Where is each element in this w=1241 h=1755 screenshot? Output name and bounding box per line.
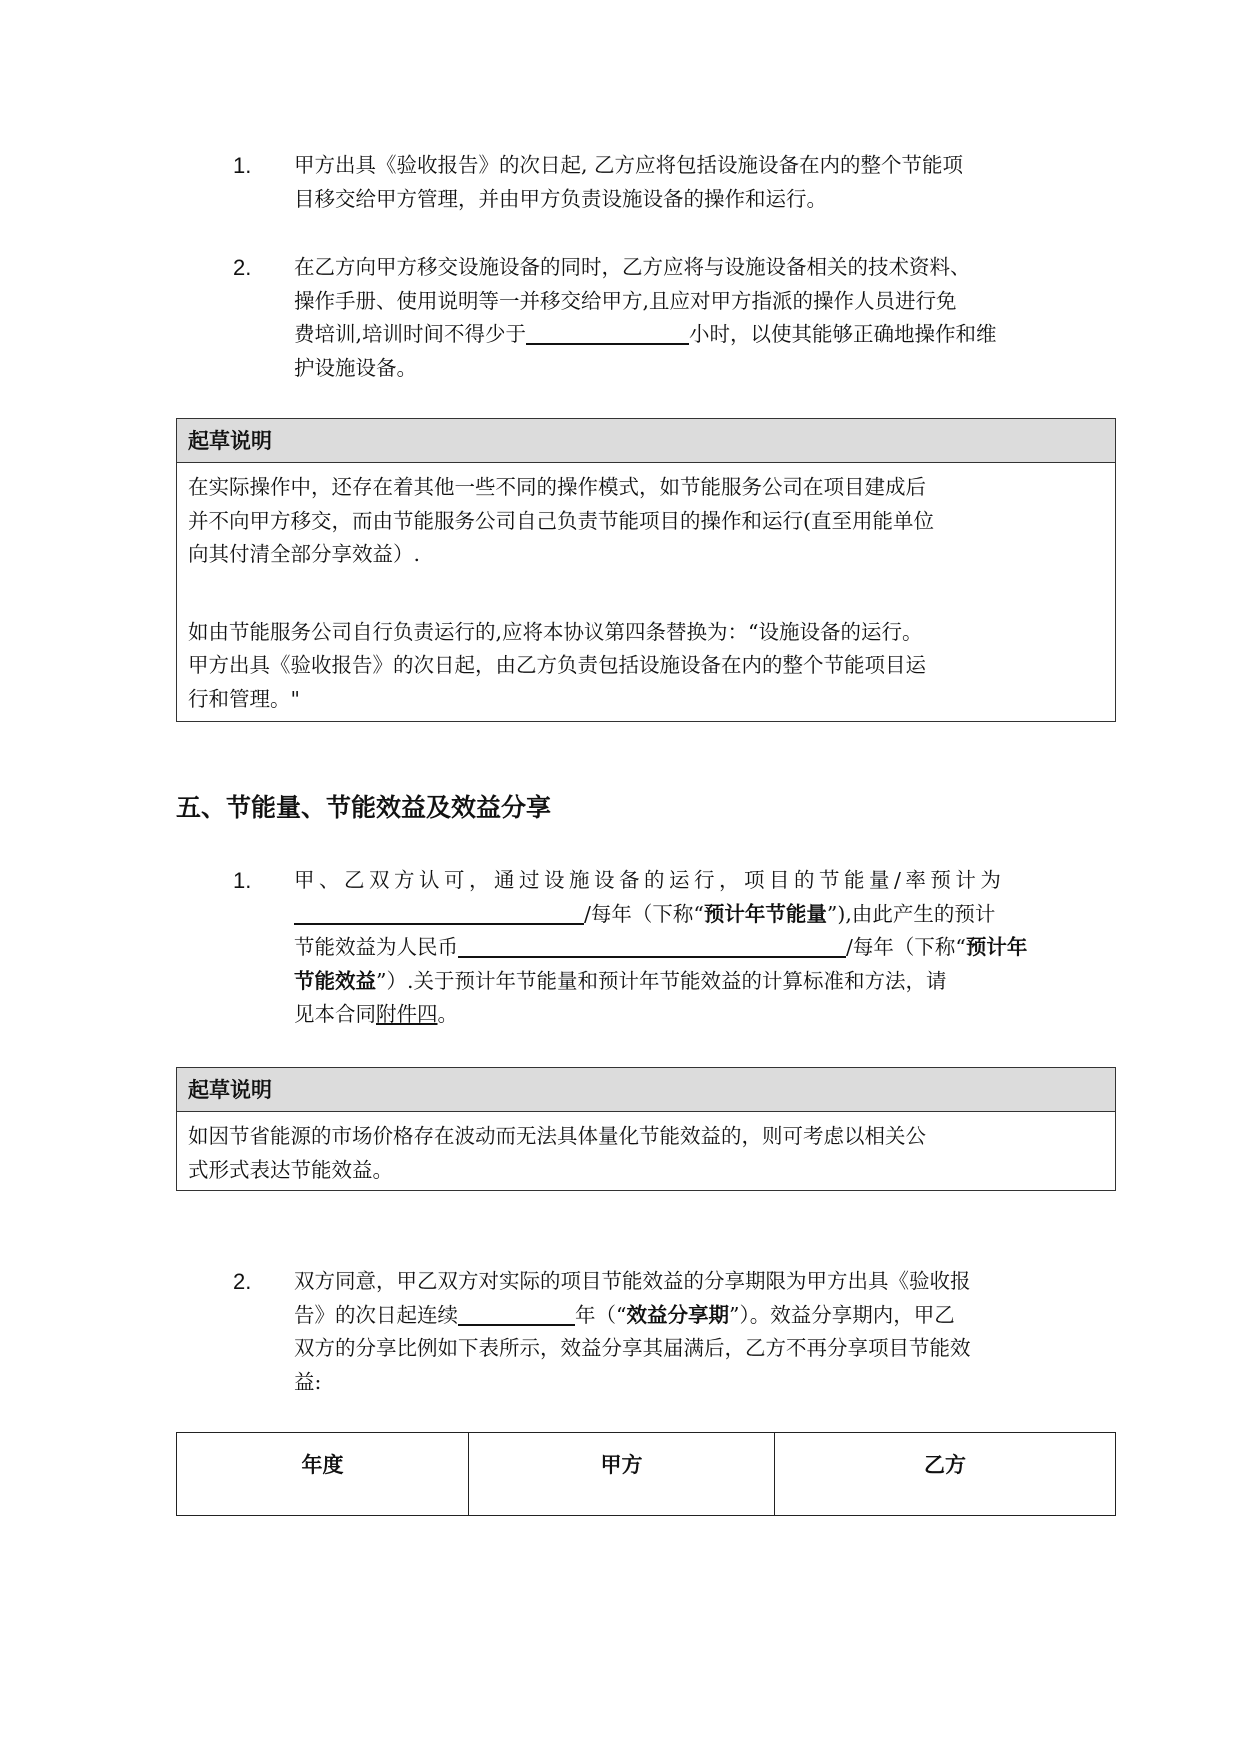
text-line: 节能效益”）.关于预计年节能量和预计年节能效益的计算标准和方法，请 [294, 968, 947, 993]
text-line: 益: [294, 1369, 322, 1394]
note-title: 起草说明 [177, 419, 1115, 463]
text-line: 见本合同附件四。 [294, 1002, 458, 1026]
text-line: 并不向甲方移交，而由节能服务公司自己负责节能项目的操作和运行(直至用能单位 [188, 508, 934, 533]
text-line: 甲方出具《验收报告》的次日起, 乙方应将包括设施设备在内的整个节能项 [294, 153, 964, 177]
text-line: 目移交给甲方管理，并由甲方负责设施设备的操作和运行。 [294, 186, 827, 211]
clause-text [294, 1265, 1104, 1399]
appendix-link[interactable]: 附件四 [376, 1002, 438, 1026]
column-header-party-a: 甲方 [469, 1433, 775, 1516]
text-line: 甲方出具《验收报告》的次日起，由乙方负责包括设施设备在内的整个节能项目运 [188, 653, 926, 677]
benefit-share-table [176, 1432, 1116, 1516]
clause-text [294, 251, 1104, 385]
drafting-note-box [176, 418, 1116, 722]
clause-text [294, 864, 1104, 1032]
text-line: 护设施设备。 [294, 355, 417, 380]
table-header-row [177, 1433, 1116, 1516]
text-line: 如由节能服务公司自行负责运行的,应将本协议第四条替换为：“设施设备的运行。 [188, 619, 923, 644]
list-number: 1. [233, 868, 252, 893]
note-title: 起草说明 [177, 1068, 1115, 1112]
note-body [177, 1112, 1115, 1187]
text-line: 告》的次日起连续 年（“效益分享期”）。效益分享期内，甲乙 [294, 1302, 955, 1327]
note-body [177, 463, 1115, 716]
text-line: 费培训,培训时间不得少于 小时，以使其能够正确地操作和维 [294, 322, 997, 346]
clause-text [294, 149, 1104, 216]
column-header-year: 年度 [177, 1433, 469, 1516]
drafting-note-box [176, 1067, 1116, 1191]
text-line: 双方同意，甲乙双方对实际的项目节能效益的分享期限为甲方出具《验收报 [294, 1269, 971, 1293]
list-number: 2. [233, 1269, 252, 1294]
text-line: 双方的分享比例如下表所示，效益分享其届满后，乙方不再分享项目节能效 [294, 1336, 971, 1360]
text-line: 在乙方向甲方移交设施设备的同时，乙方应将与设施设备相关的技术资料、 [294, 255, 971, 279]
list-number: 2. [233, 255, 252, 280]
text-line: 甲、乙双方认可，通过设施设备的运行，项目的节能量/率预计为 [294, 868, 1006, 892]
text-line: 向其付清全部分享效益）. [188, 542, 421, 566]
share-years-blank[interactable] [458, 1302, 575, 1326]
text-line: 行和管理。" [188, 686, 300, 711]
text-line: 在实际操作中，还存在着其他一些不同的操作模式，如节能服务公司在项目建成后 [188, 475, 926, 499]
list-number: 1. [233, 153, 252, 178]
text-line: /每年（下称“预计年节能量”),由此产生的预计 [294, 898, 1104, 932]
section-heading: 五、节能量、节能效益及效益分享 [176, 793, 552, 822]
training-hours-blank[interactable] [526, 321, 689, 345]
column-header-party-b: 乙方 [775, 1433, 1116, 1516]
text-line: 如因节省能源的市场价格存在波动而无法具体量化节能效益的，则可考虑以相关公 [188, 1124, 926, 1148]
saving-benefit-blank[interactable] [458, 934, 846, 958]
text-line: 操作手册、使用说明等一并移交给甲方,且应对甲方指派的操作人员进行免 [294, 288, 957, 313]
text-line: 式形式表达节能效益。 [188, 1157, 393, 1182]
text-line: 节能效益为人民币 /每年（下称“预计年 [294, 935, 1028, 959]
energy-saving-blank[interactable] [294, 901, 584, 925]
